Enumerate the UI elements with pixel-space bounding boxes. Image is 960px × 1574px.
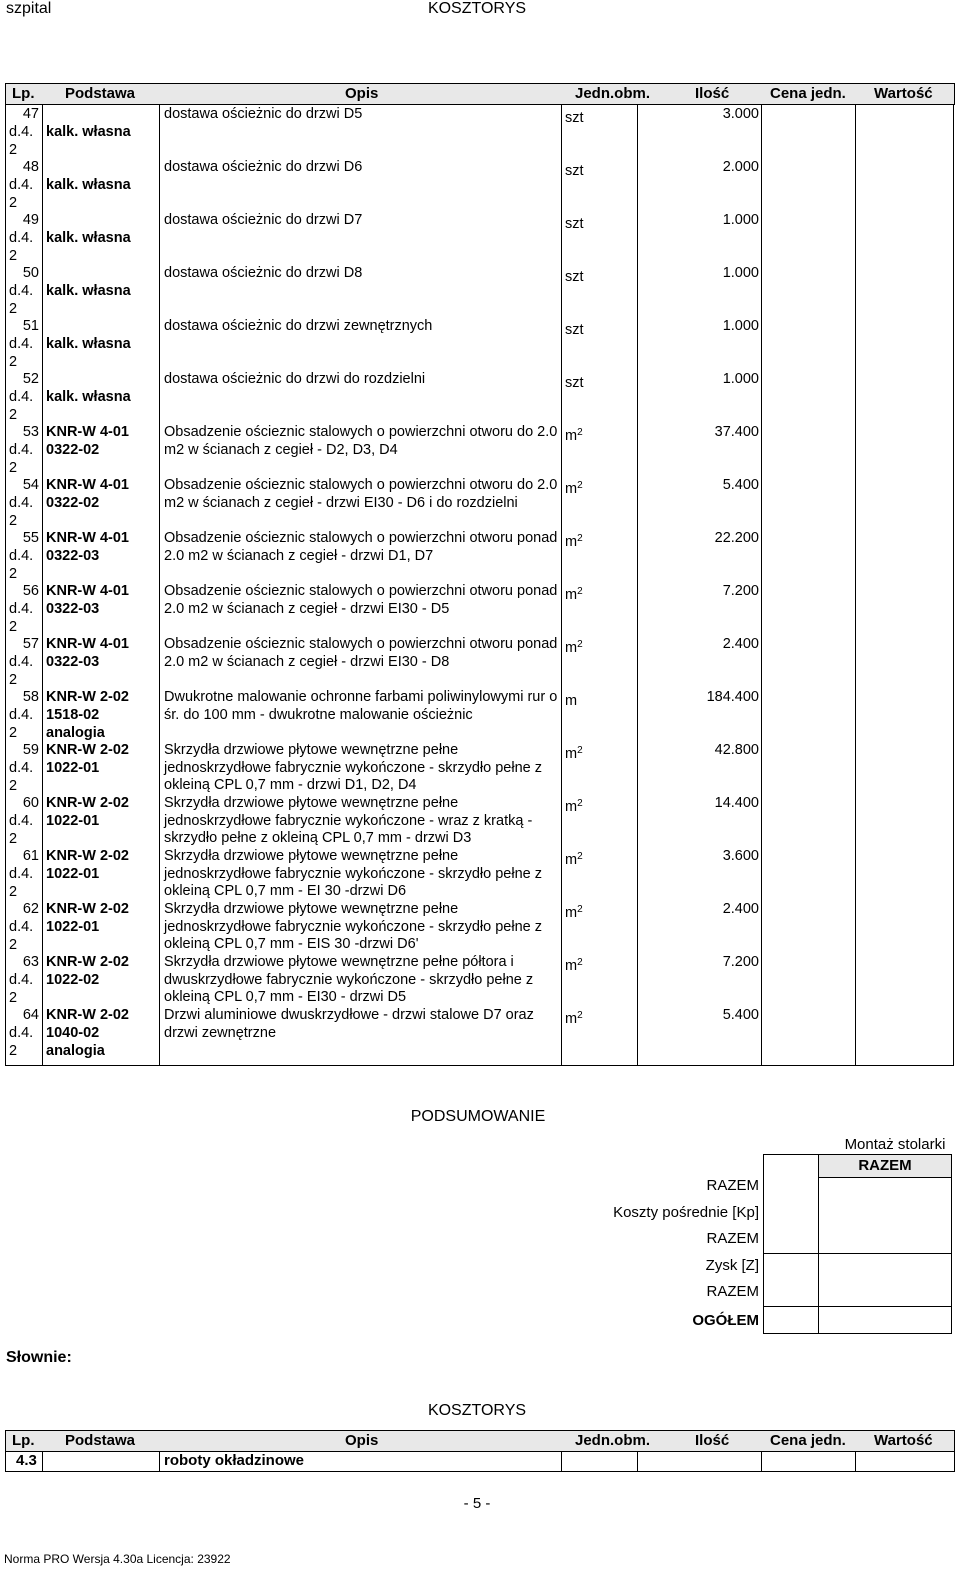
row-ilosc: 1.000 bbox=[722, 265, 759, 281]
row-opis: dostawa ościeżnic do drzwi zewnętrznych bbox=[164, 318, 433, 334]
row-unit-exponent: 2 bbox=[577, 798, 583, 809]
row-unit-base: m bbox=[565, 799, 578, 815]
row-opis: Obsadzenie ościeznic stalowych o powierzchni otworu do 2.0 m2 w ścianach z cegieł - drzwi EI30 - D6 i do rozdzielni bbox=[164, 477, 558, 511]
col-opis-2: Opis bbox=[345, 1432, 379, 1449]
row-ilosc: 3.600 bbox=[722, 848, 759, 864]
row-unit bbox=[565, 212, 584, 234]
row-unit bbox=[565, 106, 584, 128]
row-lp: 55 bbox=[22, 530, 39, 546]
row-unit-base: szt bbox=[565, 163, 584, 179]
row-unit bbox=[565, 477, 583, 499]
row-lp: 53 bbox=[22, 424, 39, 440]
row-section: d.4. bbox=[9, 919, 34, 935]
row-unit bbox=[565, 424, 583, 446]
row-section: d.4. bbox=[9, 1025, 34, 1041]
row-ilosc: 5.400 bbox=[722, 477, 759, 493]
row-unit-exponent: 2 bbox=[577, 427, 583, 438]
summary-razem-2: RAZEM bbox=[706, 1230, 759, 1247]
row-podstawa-catalog: KNR-W 2-02 bbox=[46, 901, 129, 917]
row-unit bbox=[565, 848, 583, 870]
row-section: d.4. bbox=[9, 813, 34, 829]
row-level: 2 bbox=[9, 460, 18, 476]
slownie-label: Słownie: bbox=[6, 1349, 72, 1366]
page-number: - 5 - bbox=[463, 1495, 491, 1512]
row-unit-base: szt bbox=[565, 375, 584, 391]
row-unit bbox=[565, 954, 583, 976]
row-section: d.4. bbox=[9, 124, 34, 140]
section-lp: 4.3 bbox=[16, 1452, 37, 1469]
row-level: 2 bbox=[9, 725, 18, 741]
row-ilosc: 7.200 bbox=[722, 954, 759, 970]
row-level: 2 bbox=[9, 831, 18, 847]
row-lp: 50 bbox=[22, 265, 39, 281]
row-unit-exponent: 2 bbox=[577, 639, 583, 650]
row-podstawa-code: 1022-02 bbox=[46, 972, 100, 988]
row-unit-exponent: 2 bbox=[577, 745, 583, 756]
row-level: 2 bbox=[9, 513, 18, 529]
row-ilosc: 14.400 bbox=[714, 795, 759, 811]
row-podstawa-catalog: KNR-W 2-02 bbox=[46, 848, 129, 864]
row-podstawa-code: 1022-01 bbox=[46, 760, 100, 776]
row-podstawa-catalog: KNR-W 4-01 bbox=[46, 424, 129, 440]
row-unit-base: m bbox=[565, 746, 578, 762]
row-podstawa-code: 1022-01 bbox=[46, 866, 100, 882]
row-podstawa-code: 1040-02 bbox=[46, 1025, 100, 1041]
col-ilosc-2: Ilość bbox=[695, 1432, 730, 1449]
row-level: 2 bbox=[9, 672, 18, 688]
row-ilosc: 2.400 bbox=[722, 901, 759, 917]
row-ilosc: 42.800 bbox=[714, 742, 759, 758]
col-jedn-2: Jedn.obm. bbox=[575, 1432, 651, 1449]
summary-ogolem: OGÓŁEM bbox=[692, 1312, 759, 1329]
row-opis: Obsadzenie ościeznic stalowych o powierzchni otworu ponad 2.0 m2 w ścianach z cegieł - drzwi EI30 - D5 bbox=[164, 583, 558, 617]
row-unit bbox=[565, 530, 583, 552]
summary-column-box: RAZEM bbox=[818, 1154, 952, 1178]
row-lp: 59 bbox=[22, 742, 39, 758]
summary-razem-1: RAZEM bbox=[706, 1177, 759, 1194]
row-unit-exponent: 2 bbox=[577, 851, 583, 862]
row-opis: Obsadzenie ościeznic stalowych o powierzchni otworu do 2.0 m2 w ścianach z cegieł - D2, D3, D4 bbox=[164, 424, 558, 458]
summary-zysk: Zysk [Z] bbox=[705, 1257, 759, 1274]
document-title-2: KOSZTORYS bbox=[427, 1402, 527, 1419]
col-opis: Opis bbox=[345, 85, 379, 102]
row-podstawa-code: 0322-02 bbox=[46, 442, 100, 458]
row-level: 2 bbox=[9, 937, 18, 953]
row-unit bbox=[565, 1007, 583, 1029]
row-level: 2 bbox=[9, 354, 18, 370]
row-level: 2 bbox=[9, 1043, 18, 1059]
row-level: 2 bbox=[9, 248, 18, 264]
row-opis: Skrzydła drzwiowe płytowe wewnętrzne pełne półtora i dwuskrzydłowe fabrycznie wykończone - skrzydło pełne z okleiną CPL 0,7 mm - EI30 - drzwi D5 bbox=[164, 954, 534, 1006]
row-ilosc: 3.000 bbox=[722, 106, 759, 122]
row-unit-base: m bbox=[565, 587, 578, 603]
col-lp-2: Lp. bbox=[12, 1432, 35, 1449]
row-level: 2 bbox=[9, 619, 18, 635]
table-header-2 bbox=[5, 1430, 955, 1452]
row-lp: 64 bbox=[22, 1007, 39, 1023]
col-ilosc: Ilość bbox=[695, 85, 730, 102]
row-unit-base: m bbox=[565, 534, 578, 550]
section-row bbox=[5, 1451, 955, 1472]
row-unit-base: m bbox=[565, 958, 578, 974]
row-lp: 48 bbox=[22, 159, 39, 175]
row-opis: Dwukrotne malowanie ochronne farbami poliwinylowymi rur o śr. do 100 mm - dwukrotne malowanie ościeżnic bbox=[164, 689, 558, 723]
row-unit bbox=[565, 371, 584, 393]
col-jedn: Jedn.obm. bbox=[575, 85, 651, 102]
row-ilosc: 1.000 bbox=[722, 318, 759, 334]
row-podstawa-code: 0322-03 bbox=[46, 548, 100, 564]
row-level: 2 bbox=[9, 990, 18, 1006]
row-section: d.4. bbox=[9, 707, 34, 723]
row-lp: 57 bbox=[22, 636, 39, 652]
row-ilosc: 2.000 bbox=[722, 159, 759, 175]
row-opis: dostawa ościeżnic do drzwi do rozdzielni bbox=[164, 371, 426, 387]
row-unit-base: m bbox=[565, 481, 578, 497]
row-podstawa-code: kalk. własna bbox=[46, 230, 131, 246]
row-unit bbox=[565, 901, 583, 923]
row-lp: 61 bbox=[22, 848, 39, 864]
row-section: d.4. bbox=[9, 177, 34, 193]
row-podstawa-code: 0322-03 bbox=[46, 601, 100, 617]
row-unit-exponent: 2 bbox=[577, 904, 583, 915]
row-podstawa-catalog: KNR-W 4-01 bbox=[46, 583, 129, 599]
row-section: d.4. bbox=[9, 601, 34, 617]
row-opis: Obsadzenie ościeznic stalowych o powierzchni otworu ponad 2.0 m2 w ścianach z cegieł - drzwi D1, D7 bbox=[164, 530, 558, 564]
row-lp: 54 bbox=[22, 477, 39, 493]
row-opis: dostawa ościeżnic do drzwi D6 bbox=[164, 159, 363, 175]
col-wartosc: Wartość bbox=[874, 85, 933, 102]
row-podstawa-catalog: KNR-W 4-01 bbox=[46, 636, 129, 652]
row-podstawa-catalog: KNR-W 4-01 bbox=[46, 477, 129, 493]
row-unit-base: szt bbox=[565, 322, 584, 338]
row-unit-base: m bbox=[565, 1011, 578, 1027]
row-lp: 47 bbox=[22, 106, 39, 122]
project-name: szpital bbox=[6, 0, 52, 17]
row-section: d.4. bbox=[9, 230, 34, 246]
col-podstawa: Podstawa bbox=[65, 85, 136, 102]
row-lp: 49 bbox=[22, 212, 39, 228]
row-unit-base: m bbox=[565, 640, 578, 656]
row-podstawa-code: kalk. własna bbox=[46, 177, 131, 193]
document-title: KOSZTORYS bbox=[427, 0, 527, 17]
row-ilosc: 1.000 bbox=[722, 212, 759, 228]
row-unit-exponent: 2 bbox=[577, 1010, 583, 1021]
row-section: d.4. bbox=[9, 336, 34, 352]
row-unit-base: m bbox=[565, 428, 578, 444]
row-level: 2 bbox=[9, 142, 18, 158]
row-unit-base: m bbox=[565, 693, 578, 709]
row-lp: 52 bbox=[22, 371, 39, 387]
summary-column-heading: Montaż stolarki bbox=[844, 1136, 946, 1153]
summary-razem-3: RAZEM bbox=[706, 1283, 759, 1300]
row-opis: Drzwi aluminiowe dwuskrzydłowe - drzwi stalowe D7 oraz drzwi zewnętrzne bbox=[164, 1007, 534, 1041]
row-opis: Obsadzenie ościeznic stalowych o powierzchni otworu ponad 2.0 m2 w ścianach z cegieł - drzwi EI30 - D8 bbox=[164, 636, 558, 670]
row-podstawa-catalog: KNR-W 2-02 bbox=[46, 795, 129, 811]
row-level: 2 bbox=[9, 407, 18, 423]
row-podstawa-code: 0322-02 bbox=[46, 495, 100, 511]
row-unit-base: m bbox=[565, 852, 578, 868]
row-section: d.4. bbox=[9, 548, 34, 564]
row-podstawa-note: analogia bbox=[46, 725, 105, 741]
row-level: 2 bbox=[9, 778, 18, 794]
col-lp: Lp. bbox=[12, 85, 35, 102]
row-opis: dostawa ościeżnic do drzwi D8 bbox=[164, 265, 363, 281]
license-footer: Norma PRO Wersja 4.30a Licencja: 23922 bbox=[4, 1552, 231, 1566]
row-podstawa-code: 1518-02 bbox=[46, 707, 100, 723]
row-ilosc: 7.200 bbox=[722, 583, 759, 599]
row-unit-exponent: 2 bbox=[577, 957, 583, 968]
row-podstawa-code: kalk. własna bbox=[46, 124, 131, 140]
row-opis: Skrzydła drzwiowe płytowe wewnętrzne pełne jednoskrzydłowe fabrycznie wykończone - wraz z kratką - skrzydło pełne z okleiną CPL 0,7 mm - drzwi D3 bbox=[164, 795, 533, 847]
row-podstawa-catalog: KNR-W 2-02 bbox=[46, 954, 129, 970]
row-level: 2 bbox=[9, 884, 18, 900]
row-opis: dostawa ościeżnic do drzwi D5 bbox=[164, 106, 363, 122]
row-lp: 60 bbox=[22, 795, 39, 811]
row-section: d.4. bbox=[9, 495, 34, 511]
row-unit-base: m bbox=[565, 905, 578, 921]
row-section: d.4. bbox=[9, 972, 34, 988]
row-unit bbox=[565, 742, 583, 764]
row-section: d.4. bbox=[9, 866, 34, 882]
row-unit-base: szt bbox=[565, 269, 584, 285]
row-ilosc: 37.400 bbox=[714, 424, 759, 440]
row-unit bbox=[565, 583, 583, 605]
row-unit-base: szt bbox=[565, 110, 584, 126]
row-lp: 58 bbox=[22, 689, 39, 705]
row-opis: Skrzydła drzwiowe płytowe wewnętrzne pełne jednoskrzydłowe fabrycznie wykończone - skrzydło pełne z okleiną CPL 0,7 mm - EI 30 -drzwi D6 bbox=[164, 848, 542, 900]
row-unit bbox=[565, 265, 584, 287]
row-section: d.4. bbox=[9, 760, 34, 776]
row-lp: 56 bbox=[22, 583, 39, 599]
row-lp: 63 bbox=[22, 954, 39, 970]
row-podstawa-code: 0322-03 bbox=[46, 654, 100, 670]
row-level: 2 bbox=[9, 566, 18, 582]
row-podstawa-catalog: KNR-W 4-01 bbox=[46, 530, 129, 546]
row-podstawa-code: kalk. własna bbox=[46, 389, 131, 405]
row-opis: Skrzydła drzwiowe płytowe wewnętrzne pełne jednoskrzydłowe fabrycznie wykończone - skrzydło pełne z okleiną CPL 0,7 mm - drzwi D1, D2, D4 bbox=[164, 742, 542, 794]
row-section: d.4. bbox=[9, 442, 34, 458]
section-title: roboty okładzinowe bbox=[164, 1452, 305, 1469]
row-ilosc: 22.200 bbox=[714, 530, 759, 546]
row-unit-exponent: 2 bbox=[577, 480, 583, 491]
table-header bbox=[5, 83, 955, 105]
row-podstawa-catalog: KNR-W 2-02 bbox=[46, 742, 129, 758]
row-unit bbox=[565, 159, 584, 181]
row-unit bbox=[565, 318, 584, 340]
row-podstawa-catalog: KNR-W 2-02 bbox=[46, 689, 129, 705]
row-opis: Skrzydła drzwiowe płytowe wewnętrzne pełne jednoskrzydłowe fabrycznie wykończone - skrzydło pełne z okleiną CPL 0,7 mm - EIS 30 -drzwi D6' bbox=[164, 901, 542, 953]
row-unit bbox=[565, 795, 583, 817]
summary-koszty-posrednie: Koszty pośrednie [Kp] bbox=[613, 1204, 759, 1221]
col-cena: Cena jedn. bbox=[770, 85, 846, 102]
row-podstawa-catalog: KNR-W 2-02 bbox=[46, 1007, 129, 1023]
col-cena-2: Cena jedn. bbox=[770, 1432, 846, 1449]
row-level: 2 bbox=[9, 195, 18, 211]
summary-title: PODSUMOWANIE bbox=[410, 1108, 546, 1125]
row-ilosc: 2.400 bbox=[722, 636, 759, 652]
row-section: d.4. bbox=[9, 283, 34, 299]
row-lp: 51 bbox=[22, 318, 39, 334]
row-podstawa-code: 1022-01 bbox=[46, 813, 100, 829]
row-level: 2 bbox=[9, 301, 18, 317]
row-unit-base: szt bbox=[565, 216, 584, 232]
row-ilosc: 5.400 bbox=[722, 1007, 759, 1023]
row-opis: dostawa ościeżnic do drzwi D7 bbox=[164, 212, 363, 228]
row-podstawa-code: kalk. własna bbox=[46, 283, 131, 299]
col-wartosc-2: Wartość bbox=[874, 1432, 933, 1449]
row-ilosc: 184.400 bbox=[706, 689, 759, 705]
row-unit-exponent: 2 bbox=[577, 586, 583, 597]
row-unit bbox=[565, 689, 577, 711]
row-podstawa-note: analogia bbox=[46, 1043, 105, 1059]
row-section: d.4. bbox=[9, 389, 34, 405]
row-podstawa-code: 1022-01 bbox=[46, 919, 100, 935]
row-unit bbox=[565, 636, 583, 658]
row-podstawa-code: kalk. własna bbox=[46, 336, 131, 352]
col-podstawa-2: Podstawa bbox=[65, 1432, 136, 1449]
row-section: d.4. bbox=[9, 654, 34, 670]
row-ilosc: 1.000 bbox=[722, 371, 759, 387]
row-unit-exponent: 2 bbox=[577, 533, 583, 544]
row-lp: 62 bbox=[22, 901, 39, 917]
